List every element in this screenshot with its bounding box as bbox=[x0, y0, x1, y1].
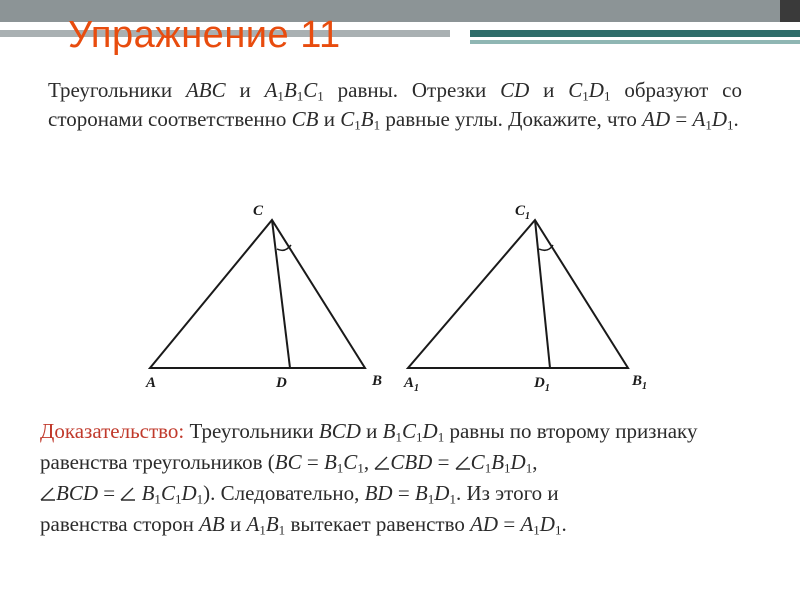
triangles-svg bbox=[0, 195, 800, 405]
angle-icon bbox=[374, 456, 390, 470]
top-bar-corner bbox=[780, 0, 800, 22]
label-c: C bbox=[253, 203, 264, 219]
problem-statement: Треугольники ABC и $A_1B_1C_1$ равны. Отрезки CD и $C_1D_1$ образуют со сторонами соответственно CB и $C_1B_1$ равные углы. Докажите, что AD = $A_1D_1$. bbox=[48, 78, 742, 133]
label-c1: $C_1$ bbox=[515, 203, 531, 222]
angle-icon bbox=[120, 487, 136, 501]
triangle-a1b1c1 bbox=[408, 220, 628, 368]
header-stripe-right bbox=[470, 30, 800, 37]
label-a1: $A_1$ bbox=[404, 375, 420, 394]
label-b: B bbox=[372, 373, 383, 389]
label-b1: $B_1$ bbox=[632, 373, 648, 392]
angle-icon bbox=[40, 487, 56, 501]
segment-cd bbox=[272, 220, 290, 368]
proof-block: Доказательство: Треугольники BCD и $B_1C_1D_1$ равны по второму признаку равенства треугольников ($BC = B_1C_1$, CBD = $C_1B_1D_1$, BCD = $B_1C_1D_1$). Следовательно, BD = $B_1D_1$. Из этого и равенства сторон AB и $A_1B_1$ вытекает равенство AD = $A_1D_1$. bbox=[40, 419, 698, 538]
label-d1: $D_1$ bbox=[534, 375, 550, 394]
slide-title: Упражнение 11 bbox=[68, 14, 341, 56]
triangle-abc bbox=[150, 220, 365, 368]
label-a: A bbox=[146, 375, 157, 391]
proof-label: Доказательство: bbox=[40, 419, 185, 443]
angle-icon bbox=[455, 456, 471, 470]
label-d: D bbox=[276, 375, 287, 391]
header-stripe-right-light bbox=[470, 40, 800, 44]
triangles-figure bbox=[0, 195, 800, 405]
segment-c1d1 bbox=[535, 220, 550, 368]
